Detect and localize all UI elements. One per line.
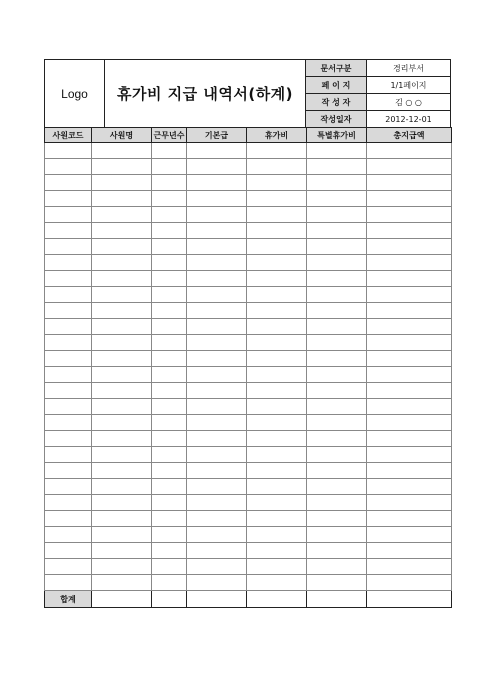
info-key: 문서구분 <box>306 60 367 76</box>
table-cell[interactable] <box>152 271 187 287</box>
table-cell[interactable] <box>152 335 187 351</box>
table-cell[interactable] <box>367 479 452 495</box>
table-cell[interactable] <box>92 383 152 399</box>
table-cell[interactable] <box>247 559 307 575</box>
table-row <box>45 255 452 271</box>
total-row <box>45 591 452 608</box>
table-cell[interactable] <box>45 271 92 287</box>
table-cell[interactable] <box>367 191 452 207</box>
total-cell[interactable] <box>152 591 187 608</box>
table-cell[interactable] <box>187 287 247 303</box>
table-cell[interactable] <box>45 543 92 559</box>
table-cell[interactable] <box>247 527 307 543</box>
table-cell[interactable] <box>247 143 307 159</box>
table-cell[interactable] <box>367 287 452 303</box>
table-cell[interactable] <box>367 335 452 351</box>
column-header-special-vacation-pay: 특별휴가비 <box>307 128 367 143</box>
table-cell[interactable] <box>187 575 247 591</box>
table-cell[interactable] <box>45 399 92 415</box>
table-row <box>45 527 452 543</box>
table-cell[interactable] <box>45 383 92 399</box>
table-cell[interactable] <box>187 191 247 207</box>
table-cell[interactable] <box>247 191 307 207</box>
total-cell[interactable] <box>187 591 247 608</box>
table-cell[interactable] <box>307 383 367 399</box>
table-cell[interactable] <box>367 223 452 239</box>
table-cell[interactable] <box>45 479 92 495</box>
table-row <box>45 175 452 191</box>
table-cell[interactable] <box>152 495 187 511</box>
info-value: 김 ○ ○ <box>395 97 422 107</box>
table-cell[interactable] <box>92 415 152 431</box>
table-cell[interactable] <box>247 415 307 431</box>
table-cell[interactable] <box>92 495 152 511</box>
table-cell[interactable] <box>187 351 247 367</box>
table-cell[interactable] <box>367 447 452 463</box>
table-cell[interactable] <box>367 159 452 175</box>
table-cell[interactable] <box>307 271 367 287</box>
table-cell[interactable] <box>45 527 92 543</box>
table-cell[interactable] <box>187 335 247 351</box>
column-header-employee-code: 사원코드 <box>45 128 92 143</box>
table-cell[interactable] <box>152 543 187 559</box>
info-key: 작성일자 <box>306 111 367 127</box>
table-cell[interactable] <box>45 239 92 255</box>
table-row <box>45 559 452 575</box>
table-cell[interactable] <box>45 143 92 159</box>
table-cell[interactable] <box>247 159 307 175</box>
table-row <box>45 287 452 303</box>
table-cell[interactable] <box>92 447 152 463</box>
table-cell[interactable] <box>367 207 452 223</box>
table-cell[interactable] <box>187 479 247 495</box>
table-cell[interactable] <box>307 559 367 575</box>
table-cell[interactable] <box>367 415 452 431</box>
payment-table <box>44 127 452 608</box>
table-cell[interactable] <box>92 287 152 303</box>
table-cell[interactable] <box>247 543 307 559</box>
table-row <box>45 511 452 527</box>
table-cell[interactable] <box>247 287 307 303</box>
table-cell[interactable] <box>367 383 452 399</box>
table-cell[interactable] <box>187 207 247 223</box>
table-cell[interactable] <box>92 191 152 207</box>
table-cell[interactable] <box>247 447 307 463</box>
table-cell[interactable] <box>247 479 307 495</box>
info-row-doc-type <box>306 60 450 77</box>
table-row <box>45 367 452 383</box>
table-cell[interactable] <box>367 543 452 559</box>
table-cell[interactable] <box>247 511 307 527</box>
table-cell[interactable] <box>92 431 152 447</box>
table-body <box>45 143 452 591</box>
info-value: 1/1페이지 <box>390 80 427 90</box>
table-cell[interactable] <box>152 319 187 335</box>
table-cell[interactable] <box>152 207 187 223</box>
table-cell[interactable] <box>187 383 247 399</box>
table-cell[interactable] <box>367 143 452 159</box>
table-cell[interactable] <box>152 351 187 367</box>
table-cell[interactable] <box>247 351 307 367</box>
table-cell[interactable] <box>367 399 452 415</box>
table-cell[interactable] <box>367 175 452 191</box>
table-cell[interactable] <box>152 415 187 431</box>
info-row-date <box>306 111 450 127</box>
table-row <box>45 303 452 319</box>
table-cell[interactable] <box>187 399 247 415</box>
table-cell[interactable] <box>45 335 92 351</box>
table-row <box>45 191 452 207</box>
table-cell[interactable] <box>187 255 247 271</box>
table-row <box>45 575 452 591</box>
table-cell[interactable] <box>187 431 247 447</box>
info-value: 경리부서 <box>393 63 424 73</box>
column-header-total-payment: 총지급액 <box>367 128 452 143</box>
table-cell[interactable] <box>45 223 92 239</box>
info-key: 작 성 자 <box>306 94 367 110</box>
table-cell[interactable] <box>187 511 247 527</box>
table-cell[interactable] <box>45 287 92 303</box>
table-cell[interactable] <box>187 175 247 191</box>
table-row <box>45 399 452 415</box>
table-cell[interactable] <box>92 159 152 175</box>
table-cell[interactable] <box>307 575 367 591</box>
table-cell[interactable] <box>187 143 247 159</box>
table-cell[interactable] <box>45 255 92 271</box>
table-row <box>45 495 452 511</box>
total-cell[interactable] <box>92 591 152 608</box>
table-cell[interactable] <box>152 191 187 207</box>
table-cell[interactable] <box>307 223 367 239</box>
table-cell[interactable] <box>367 495 452 511</box>
table-cell[interactable] <box>247 575 307 591</box>
table-header-row <box>45 128 452 143</box>
table-cell[interactable] <box>152 367 187 383</box>
total-cell[interactable] <box>307 591 367 608</box>
table-cell[interactable] <box>152 463 187 479</box>
table-cell[interactable] <box>367 463 452 479</box>
table-cell[interactable] <box>367 351 452 367</box>
table-row <box>45 351 452 367</box>
table-cell[interactable] <box>187 319 247 335</box>
table-cell[interactable] <box>45 415 92 431</box>
table-cell[interactable] <box>152 431 187 447</box>
table-row <box>45 463 452 479</box>
table-cell[interactable] <box>92 511 152 527</box>
total-label: 합계 <box>45 591 92 608</box>
table-cell[interactable] <box>307 543 367 559</box>
info-row-page <box>306 77 450 94</box>
table-cell[interactable] <box>152 239 187 255</box>
table-cell[interactable] <box>152 303 187 319</box>
table-cell[interactable] <box>247 383 307 399</box>
column-header-vacation-pay: 휴가비 <box>247 128 307 143</box>
table-cell[interactable] <box>45 159 92 175</box>
table-cell[interactable] <box>307 399 367 415</box>
column-header-years-of-service: 근무년수 <box>152 128 187 143</box>
table-cell[interactable] <box>45 319 92 335</box>
table-cell[interactable] <box>152 527 187 543</box>
table-cell[interactable] <box>187 415 247 431</box>
table-cell[interactable] <box>367 367 452 383</box>
table-cell[interactable] <box>92 271 152 287</box>
table-cell[interactable] <box>152 143 187 159</box>
table-cell[interactable] <box>152 223 187 239</box>
table-cell[interactable] <box>187 543 247 559</box>
table-cell[interactable] <box>187 303 247 319</box>
table-cell[interactable] <box>307 319 367 335</box>
table-cell[interactable] <box>45 351 92 367</box>
table-row <box>45 223 452 239</box>
table-row <box>45 383 452 399</box>
table-cell[interactable] <box>247 431 307 447</box>
table-cell[interactable] <box>247 271 307 287</box>
table-cell[interactable] <box>152 559 187 575</box>
table-cell[interactable] <box>45 495 92 511</box>
table-cell[interactable] <box>92 303 152 319</box>
table-cell[interactable] <box>247 319 307 335</box>
table-cell[interactable] <box>367 575 452 591</box>
total-cell[interactable] <box>247 591 307 608</box>
table-cell[interactable] <box>307 207 367 223</box>
table-cell[interactable] <box>45 191 92 207</box>
table-cell[interactable] <box>92 335 152 351</box>
table-cell[interactable] <box>187 559 247 575</box>
table-cell[interactable] <box>45 447 92 463</box>
table-cell[interactable] <box>92 543 152 559</box>
table-row <box>45 431 452 447</box>
table-cell[interactable] <box>152 479 187 495</box>
column-header-base-salary: 기본급 <box>187 128 247 143</box>
table-cell[interactable] <box>307 351 367 367</box>
table-cell[interactable] <box>247 367 307 383</box>
table-cell[interactable] <box>307 287 367 303</box>
table-row <box>45 207 452 223</box>
table-cell[interactable] <box>92 239 152 255</box>
table-cell[interactable] <box>247 207 307 223</box>
table-cell[interactable] <box>92 367 152 383</box>
document-info-box <box>306 60 450 127</box>
table-cell[interactable] <box>367 255 452 271</box>
table-cell[interactable] <box>45 575 92 591</box>
table-cell[interactable] <box>92 463 152 479</box>
total-cell[interactable] <box>367 591 452 608</box>
table-cell[interactable] <box>367 431 452 447</box>
table-cell[interactable] <box>92 223 152 239</box>
table-cell[interactable] <box>152 255 187 271</box>
table-cell[interactable] <box>152 159 187 175</box>
info-value: 2012-12-01 <box>385 114 432 124</box>
table-row <box>45 319 452 335</box>
table-cell[interactable] <box>187 239 247 255</box>
table-cell[interactable] <box>187 447 247 463</box>
table-row <box>45 543 452 559</box>
table-cell[interactable] <box>307 239 367 255</box>
table-cell[interactable] <box>45 463 92 479</box>
info-row-author <box>306 94 450 111</box>
table-cell[interactable] <box>307 495 367 511</box>
table-row <box>45 479 452 495</box>
table-cell[interactable] <box>367 239 452 255</box>
table-cell[interactable] <box>247 335 307 351</box>
table-cell[interactable] <box>247 463 307 479</box>
table-row <box>45 143 452 159</box>
table-cell[interactable] <box>307 143 367 159</box>
table-cell[interactable] <box>92 575 152 591</box>
info-key: 페 이 지 <box>306 77 367 93</box>
table-cell[interactable] <box>45 511 92 527</box>
table-cell[interactable] <box>45 559 92 575</box>
table-cell[interactable] <box>307 335 367 351</box>
table-cell[interactable] <box>152 399 187 415</box>
table-cell[interactable] <box>152 383 187 399</box>
document-title: 휴가비 지급 내역서(하계) <box>105 60 306 127</box>
table-cell[interactable] <box>92 399 152 415</box>
table-cell[interactable] <box>307 511 367 527</box>
table-cell[interactable] <box>187 223 247 239</box>
table-row <box>45 159 452 175</box>
table-cell[interactable] <box>367 319 452 335</box>
table-cell[interactable] <box>45 367 92 383</box>
table-cell[interactable] <box>152 175 187 191</box>
table-cell[interactable] <box>307 463 367 479</box>
table-cell[interactable] <box>367 303 452 319</box>
table-row <box>45 239 452 255</box>
table-cell[interactable] <box>367 271 452 287</box>
table-cell[interactable] <box>187 271 247 287</box>
table-cell[interactable] <box>45 207 92 223</box>
table-cell[interactable] <box>247 175 307 191</box>
table-row <box>45 447 452 463</box>
table-cell[interactable] <box>152 447 187 463</box>
table-cell[interactable] <box>367 511 452 527</box>
table-row <box>45 415 452 431</box>
table-cell[interactable] <box>307 479 367 495</box>
table-cell[interactable] <box>92 255 152 271</box>
document <box>44 59 451 608</box>
table-cell[interactable] <box>247 239 307 255</box>
table-cell[interactable] <box>152 511 187 527</box>
table-cell[interactable] <box>307 159 367 175</box>
table-cell[interactable] <box>92 207 152 223</box>
table-cell[interactable] <box>307 527 367 543</box>
table-cell[interactable] <box>92 143 152 159</box>
table-cell[interactable] <box>45 431 92 447</box>
table-cell[interactable] <box>307 415 367 431</box>
table-cell[interactable] <box>247 255 307 271</box>
table-cell[interactable] <box>247 495 307 511</box>
column-header-employee-name: 사원명 <box>92 128 152 143</box>
logo: Logo <box>45 60 105 127</box>
table-cell[interactable] <box>307 367 367 383</box>
table-cell[interactable] <box>307 431 367 447</box>
table-cell[interactable] <box>187 367 247 383</box>
table-cell[interactable] <box>367 527 452 543</box>
table-cell[interactable] <box>187 463 247 479</box>
table-cell[interactable] <box>247 223 307 239</box>
table-cell[interactable] <box>92 479 152 495</box>
table-cell[interactable] <box>307 447 367 463</box>
table-cell[interactable] <box>45 175 92 191</box>
table-cell[interactable] <box>307 175 367 191</box>
table-cell[interactable] <box>45 303 92 319</box>
table-cell[interactable] <box>187 495 247 511</box>
table-cell[interactable] <box>247 399 307 415</box>
document-header <box>44 59 451 127</box>
table-row <box>45 271 452 287</box>
table-cell[interactable] <box>92 319 152 335</box>
table-cell[interactable] <box>307 303 367 319</box>
table-cell[interactable] <box>247 303 307 319</box>
table-cell[interactable] <box>187 159 247 175</box>
table-cell[interactable] <box>187 527 247 543</box>
table-cell[interactable] <box>152 287 187 303</box>
table-cell[interactable] <box>92 175 152 191</box>
table-cell[interactable] <box>92 351 152 367</box>
table-row <box>45 335 452 351</box>
table-cell[interactable] <box>92 527 152 543</box>
table-cell[interactable] <box>307 191 367 207</box>
table-cell[interactable] <box>152 575 187 591</box>
table-cell[interactable] <box>367 559 452 575</box>
table-cell[interactable] <box>307 255 367 271</box>
table-cell[interactable] <box>92 559 152 575</box>
